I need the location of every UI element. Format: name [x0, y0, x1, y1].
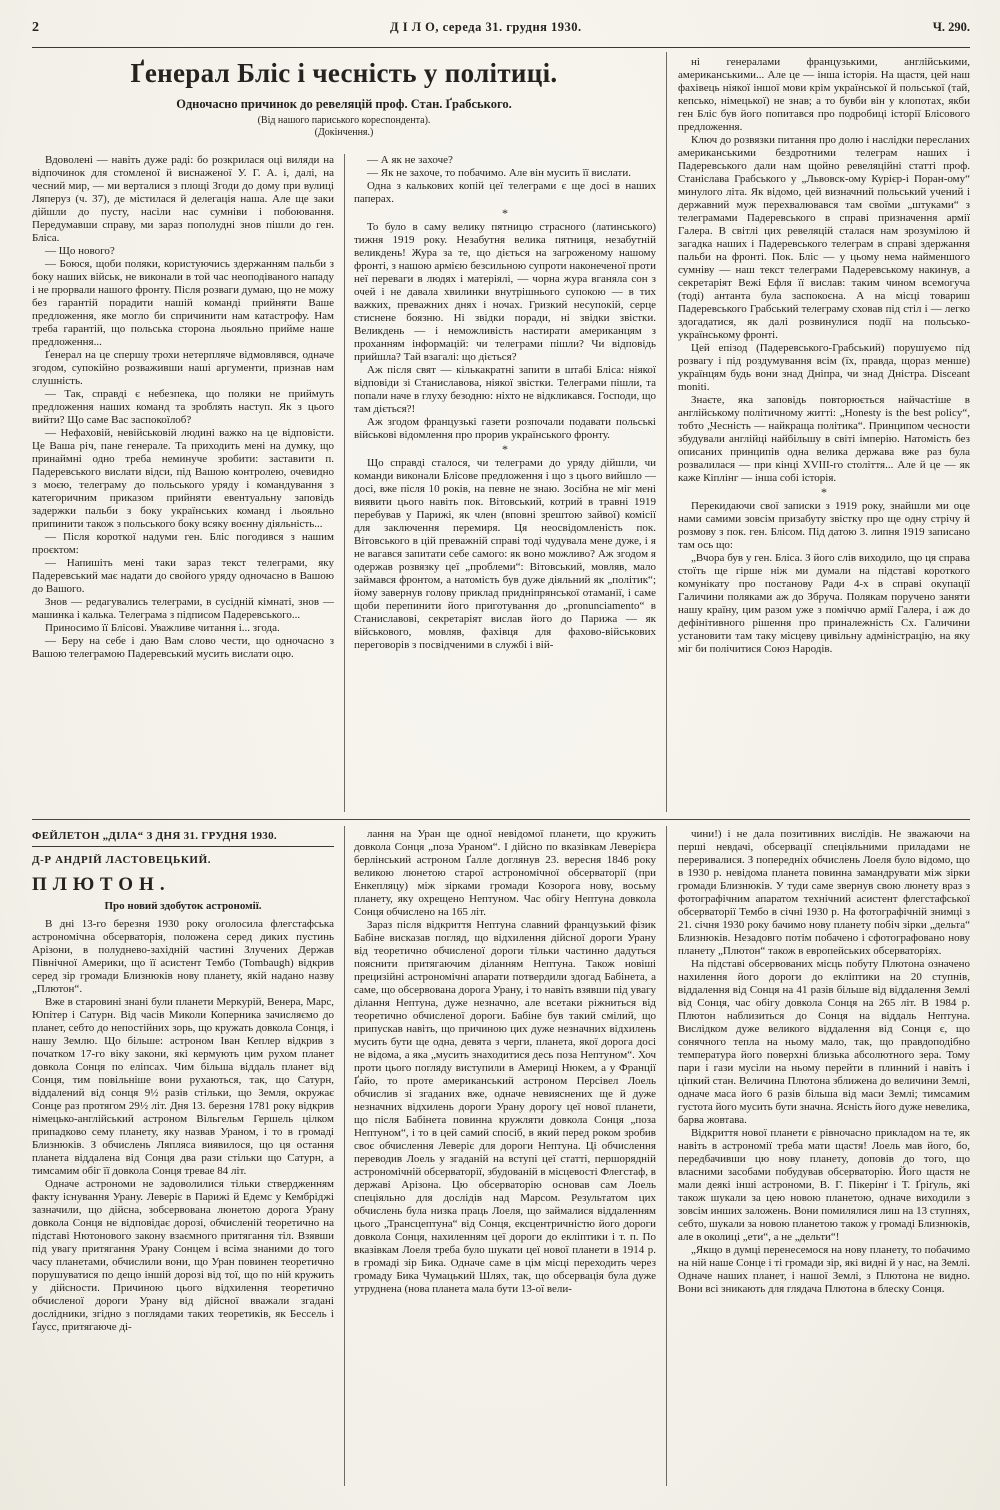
paragraph: Що справді сталося, чи телеграми до уряду дійшли, чи команди виконали Блісове предложення і що з цього вийшло — досі, вже після 10 років, на певне не знаю. Зосібна не міг мені виявити цього навіть пок. Вітовський, котрий в травні 1919 перебував у Парижі, як член (вповні зрештою зайвої) комісії для заключення перемиря. Ця неосвідомленість пок. Вітовського в цій преважній справі тоді чудувала мене дуже, і я не вагався запитати себе самого: як воно можливо? Аж згодом я одержав розвязку цеї „проблеми“: Вітовський, мовляв, мало займався фронтом, а натомість був дуже діяльний як „політик“; йому завернув голову приклад придніпрянської отаманії, і саме щоби перепинити його приготування до „pronunciamento“ в Станиславові, секретаріят вислав його до Парижа — як військового, мовляв, фахівця для фахово-військових переговорів з посвідченими в службі і вій-	[354, 457, 656, 651]
feuilleton-title: ПЛЮТОН.	[32, 874, 171, 895]
feuilleton-column-1	[32, 828, 334, 1484]
feuilleton-column-1-text	[32, 918, 334, 1334]
article-continuation-note: (Докінчення.)	[314, 127, 374, 138]
paragraph: Зараз після відкриття Нептуна славний французький фізик Бабіне висказав погляд, що відхилення дійсної дороги Урану від теоретично обчисленої дороги тільки частинно дадуться пояснити притягаючим діланням Нептуна. Також новіші прецизійні астрономічні апарати потвердили здогад Бабінета, а саме, що обсервована дорога Урану, і то навіть взявши під увагу ділання Нептуна, дуже незначно, але всетаки ріжниться від теоретично обчисленої дороги. Бабіне був такий смілий, що припускав навіть, що причиною цих дуже незначних відхилень мусить бути ще одна, девята з черги, планета, якої дорога досі не відома, а яка „мусить знаходитися десь поза Нептуном“. Хоч проти цього погляду виступили в Америці Нюкем, а у Франції Ґайо, то проте американський астроном Персівел Лоель обчислив зі згаданих вже, одначе невияснених ще й дуже незначних відхилень дороги Урану дорогу цеї нової планети, що після Бабінета повинна кружляти довкола Сонця „поза Нептуном“, і то в цей самий спосіб, в який перед роком зробив своє обчислення Леверіє для дороги Нептуна. Ці обчислення переводив Лоель у згаданій на вступі цеї статті, першорядній астрономічній обсерваторії, збудованій в місцевості Флегстаф, в державі Арізона. Цю обсерваторію основав сам Лоель спеціяльно для дослідів над Марсом. Результатом цих обчислень була низка праць Лоеля, що займалися віддаленням цього „Трансцептуна“ від Сонця, ексцентричністю його дороги довкола Сонця, нахиленням цеї дороги до екліптики і т. п. По вказівкам Лоеля треба було шукати цеї нової планети в 1914 р. в громаді зір Бика. Одначе саме в цім місці переходить через громаду Бика Чумацький Шлях, так, що обсервація була дуже утруднена (нова планета мала бути 13-ої вели-	[354, 919, 656, 1295]
paragraph: ні генералами французькими, англійськими, американськими... Але це — інша історія. На щастя, цей наш фахівець ніякої іншої мови крім української й польської (тай, кепсько, німецької) не знав; а то бувби він у клопотах, якби ген Бліс був його попитався про подробиці історії Блісового предложення.	[678, 56, 970, 133]
paragraph: Цей епізод (Падеревського-Грабський) порушуємо під розвагу і під роздумування всім (їх, правда, щораз менше) українцям будь вони знад Дніпра, чи знад Дністра. Disceant moniti.	[678, 342, 970, 393]
paragraph: — Нефаховій, невійськовій людині важко на це відповісти. Це Ваша річ, пане генерале. Та приходить мені на думку, що принаймні одно треба неминуче зробити: заставити п. Падеревського вислати відси, під Вашою контролею, очевидно з моєю, телеграму до польського уряду і командування з категоричним приказом прийняти евентуальну заповідь задержки пальби з боку українських команд і льояльно припинити також з польського боку всяку воєнну діяльність...	[32, 427, 334, 530]
column-divider	[666, 52, 667, 812]
article-column-3	[678, 56, 970, 812]
article-column-1	[32, 154, 334, 812]
section-separator: *	[502, 206, 508, 220]
issue-number: Ч. 290.	[932, 20, 970, 34]
feuilleton-author: Д-Р АНДРІЙ ЛАСТОВЕЦЬКИЙ.	[32, 854, 212, 866]
feuilleton-column-3	[678, 828, 970, 1484]
paragraph: Одначе астрономи не задоволилися тільки ствердженням факту існування Урану. Леверіє в Парижі й Едемс у Кембріджі зазначили, що дійсна, зобсервована люнетою дорога Урану довкола Сонця не відповідає дорозі, обчисленій теоретично на підставі Нютонового закону взаємного притягання тіл. Взявши під увагу притягання Урану Сонцем і всіма знаними до того часу планетами, обчислили вони, що Уран повинен теоретично порушуватися по дещо іншій дорозі від тої, що по ній кружить у дійсности. Причиною цього відхилення теоретично обчисленої дороги Урану від дійсної вважали згадані дослідники, згідно з поглядами таких теоретиків, як Бессель і Ґаусс, притягаюче ді-	[32, 1178, 334, 1333]
paragraph: „Вчора був у ген. Бліса. З його слів виходило, що ця справа стоїть ще гірше ніж ми думали на підставі короткого комунікату про постанову Ради 4-х в справі окупації Галичини поляками аж до Збруча. Полякам поручено заняти нашу країну, цим разом уже з поміччю армії Галера, і аж до дефінітивного рішення про приналежність Сх. Галичини установити там таку місцеву цивільну адміністрацію, на яку міг би полічитися Союз Народів.	[678, 552, 970, 655]
paragraph: — Як не захоче, то побачимо. Але він мусить її вислати.	[367, 167, 631, 179]
header-rule	[32, 47, 970, 48]
paragraph: чини!) і не дала позитивних вислідів. Не зважаючи на перші невдачі, обсервації спеціяльними приладами не переривалися. З попередніх обчислень Лоеля було відомо, що в 1930 р. невідома планета повинна замандрувати між зірки громади Близнюків. У туди саме звернув свою люнету враз з фотографічним апаратом технічний асистент флегстафської обсерваторії Тембо в січні 1930 р. На фотографічній знимці з 21. січня 1930 року бачимо нову планету побіч зірки „дельта“ Близнюків. Незадовго потім побачено і сфотографовано нову планету „Плютон“ також в европейських обсерваторіях.	[678, 828, 970, 957]
paragraph: — Беру на себе і даю Вам слово чести, що одночасно з Вашою телеграмою Падеревський мусить вислати оцю.	[32, 635, 334, 660]
article-head	[32, 54, 656, 138]
section-divider	[32, 819, 970, 820]
paragraph: — Напишіть мені таки зараз текст телеграми, яку Падеревський має надати до свойого уряду одночасно в Вашою до Вашого.	[32, 557, 334, 595]
paragraph: Аж згодом французькі газети розпочали подавати польські військові відомлення про прорив українського фронту.	[354, 416, 656, 441]
paragraph: В дні 13-го березня 1930 року оголосила флегстафська астрономічна обсерваторія, положена серед диких пустинь Арізони, в полуднево-західній частині Злучених Держав Північної Америки, що її асистент Тембо (Tombaugh) відкрив серед зір громади Близнюків нову планету, якій надано назву „Плютон“.	[32, 918, 334, 995]
column-divider	[344, 154, 345, 812]
feuilleton-subtitle: Про новий здобуток астрономії.	[104, 900, 262, 912]
paragraph: „Якщо в думці перенесемося на нову планету, то побачимо на ній наше Сонце і ті громади зір, які видні й у нас, на Землі. Одначе наших планет, і нашої Землі, з Плютона не видно. Вони всі зникають для глядача Плютона в блеску Сонця.	[678, 1244, 970, 1295]
paragraph: То було в саму велику пятницю страсного (латинського) тижня 1919 року. Незабутня велика пятниця, незабутній великдень! Жура за те, що діється на загроженому нашому фронті, з нашою армією безсильною супроти наконеченої проти неї переваги в людях і матеріялі, — чорна жура вганяла сон з очей і не давала хвилинки внутрішнього супокою — в тих важких, преважних днях і ночах. Гризкий несупокій, серце стиснене боязню. Ні звідки поради, ні звідки звістки. Великдень — і неможливість настирати американцям з проханням інформацій: чи телеграми пішли? Чи відповідь прийшла? Тай взагалі: що діється?	[354, 221, 656, 363]
paragraph: — Після короткої надуми ген. Бліс погодився з нашим проєктом:	[32, 531, 334, 556]
paragraph: — Боюся, щоби поляки, користуючись здержанням пальби з боку наших військ, не виконали в той час неоподіваного нападу і не прорвали нашого фронту. Після розваги думаю, що не можу без гарантій порадити нашій команді прийняти Ваше предложення, яке могло би спричинити нам катастрофу. Нам треба гарантій, що польська сторона льояльно прийме наше предложення...	[32, 258, 334, 348]
section-separator: *	[502, 442, 508, 456]
paragraph: Одна з калькових копій цеї телеграми є ще досі в наших паперах.	[354, 180, 656, 205]
page-header	[32, 20, 970, 36]
paragraph: Знов — редагувались телеграми, в сусідній кімнаті, знов — машинка і калька. Телеграма з підписом Падеревського...	[32, 596, 334, 621]
paragraph: Вже в старовині знані були планети Меркурій, Венера, Марс, Юпітер і Сатурн. Від часів Миколи Коперника зачисляємо до планет, себто до непостійних зорь, що кружать довкола Сонця, і нашу Землю. Що більше: астроном Іван Кеплер відкрив з початком 17-го віку закони, які кермують цим рухом планет довкола Сонця по еліпсах. Чим більша віддаль планет від Сонця, тим повільніше вони рухаються, так, що Сатурн, віддалений від сонця 9½ разів стільки, що Земля, окружає Сонце раз протягом 29½ літ. Дня 13. березня 1781 року відкрив німецько-англійський астроном Вільгельм Гершель цілком припадково сему планету, яку назвав Ураном, і то в громаді Близнюків. З обчислень Ляпляса виявилося, що ця остання планета віддалена від Сонця два рази стільки що Сатурн, а тимсамим обіг її довкола Сонця тревае 84 літ.	[32, 996, 334, 1177]
section-separator: *	[821, 485, 827, 499]
page-number: 2	[32, 20, 39, 35]
paragraph: Ключ до розвязки питання про долю і наслідки пересланих американськими бездротними телеграм наших і Падеревського дали нам щойно ревеляційні статті проф. Станіслава Грабського у „Львовск-ому Курієр-і Поран-ому“ минулого літа. Як відомо, цей визначний польський учений і державний муж перехвалювався там своїми „штуками“ з телеграмами Падеревського в справі призначення армії Галера. В світлі цих ревеляцій сталася нам зрозумілою й загадка наших і Падеревського телеграм в справі здержання пальби на фронті. Пок. Бліс — у цьому нема найменшого сумніву — наш текст телеграми Падеревському накинув, а секретаріят Вежі Ефля її вислав: таким чином всемогуча (тоді) антанта була заспокоєна. А на місці товариш Падеревського Грабський телеграму сховав під стіл і — легко здогадатися, як далі розвинулися події на польсько-українському фронті.	[678, 134, 970, 341]
paragraph: На підставі обсервованих місць побуту Плютона означено нахилення його дороги до екліптики на 20 ступнів, віддалення від Сонця на 41 разів більше від віддалення Землі від Сонця, час обігу довкола Сонця на 265 літ. В 1984 р. Плютон наблизиться до Сонця на віддаль Нептуна. Вислідком дуже великого віддалення від Сонця є, що сонячного тепла на ньому мало, так, що правдоподібно температура його поверхні близька абсолютного зера. Тому пари і гази мусіли на ньому перейти в плинний і навіть і ціпкий стан. Величина Плютона зближена до величини Землі, одначе маса його 6 разів більша від маси Землі; тимсамим густота його мусить бути значна. Ясність його дуже невелика, барва жовтава.	[678, 958, 970, 1126]
paragraph: Ґенерал на це спершу трохи нетерпляче відмовлявся, одначе згодом, супокійно розваживши наші аргументи, признав нам слушність.	[32, 349, 334, 387]
article-byline: (Від нашого париського кореспондента).	[257, 115, 431, 126]
paragraph: — Що нового?	[45, 245, 115, 257]
paragraph: — Так, справді є небезпека, що поляки не приймуть предложення наших команд та зроблять наступ. Як з цього вийти? Що саме Вас заспокоїлоб?	[32, 388, 334, 426]
article-title: Ґенерал Бліс і чесність у політиці.	[130, 58, 558, 88]
column-divider	[344, 826, 345, 1486]
paragraph: Аж після свят — кількакратні запити в штабі Бліса: ніякої відповіди зі Станиславова, ніякої звістки. Телеграми пішли, та попали наче в глуху безодню: ніхто не відкликався. Господи, що там діється?!	[354, 364, 656, 415]
paragraph: Відкриття нової планети є рівночасно прикладом на те, як навіть в астрономії треба мати щастя! Лоель мав його, бо, передбачивши цю нову планету, доповів до того, що власними засобами побудував обсерваторію. Його щастя не мали деякі інші астрономи, В. Г. Пікерінґ і Т. Ґріґуль, які також шукали за цею новою планетою, одначе виходили з зовсім инших заложень. Вони помилялися лиш на 13 ступнях, себто, шукали за новою планетою також у громаді Близнюків, але в околиці „ети“, а не „дельти“!	[678, 1127, 970, 1243]
paragraph: Знаєте, яка заповідь повторюється найчастіше в англійському політичному житті: „Honesty is the best policy“, тобто „Чесність — найкраща політика“. Принципом чесности збудували англійці найбільшу в світі імперію. Натомість без описаних принципів одна велика держава вже раз була розвалилася — при кінці XVIII-го століття... Але й це — як каже Кіплінг — інша собі історія.	[678, 394, 970, 484]
paragraph: Вдоволені — навіть дуже раді: бо розкрилася оці виляди на відпочинок для стомленої й виснаженої У. Г. А. і, далі, на чесний мир, — ми верталися з площі Згоди до дому при вулиці Ляперуз (ч. 37), де містилася й делегація наша. Але ще заки дійшли до пусту, насіли нас сумніви і побоювання. Передумавши справу, ми зараз пополудні знов пішли до ген. Бліса.	[32, 154, 334, 244]
column-divider	[666, 826, 667, 1486]
paragraph: Приносимо її Блісові. Уважливе читання і... згода.	[45, 622, 280, 634]
paragraph: лання на Уран ще одної невідомої планети, що кружить довкола Сонця „поза Ураном“. І дійсно по вказівкам Леверієра берлінський астроном Ґалле доглянув 23. вересня 1846 року великою люнетою старої астрономічної обсерваторії (при Енкепляцу) між зірками громади Козорога нову, восьму планету, яку охрещено Нептуном. Час обігу Нептуна довкола Сонця обчислено на 165 літ.	[354, 828, 656, 918]
article-subtitle: Одночасно причинок до ревеляцій проф. Стан. Ґрабського.	[176, 97, 512, 111]
feuilleton-rubric: ФЕЙЛЕТОН „ДІЛА“ З ДНЯ 31. ГРУДНЯ 1930.	[32, 828, 334, 847]
paragraph: — А як не захоче?	[367, 154, 453, 166]
article-column-2	[354, 154, 656, 812]
paragraph: Перекидаючи свої записки з 1919 року, знайшли ми оце нами самими зовсім призабуту звістку про ще одну стрічу й розмову з пок. ген. Блісом. Під датою 3. липня 1919 записано там ось що:	[678, 500, 970, 551]
masthead: Д І Л О, середа 31. грудня 1930.	[390, 20, 582, 34]
feuilleton-column-2	[354, 828, 656, 1484]
